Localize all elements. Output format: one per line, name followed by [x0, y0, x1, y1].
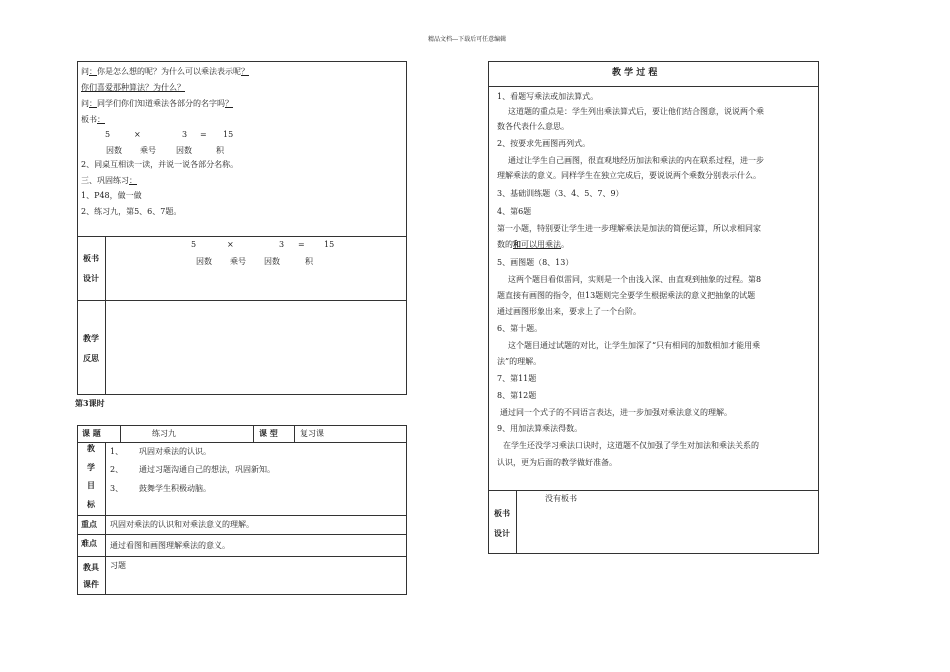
term-times: 乘号: [140, 146, 156, 155]
divider: [120, 425, 121, 442]
board-equation-product: 15: [324, 240, 335, 249]
question-2: 你们喜爱那种算法？为什么？: [81, 83, 185, 92]
board-term-times: 乘号: [230, 257, 246, 266]
equation-equals: =: [200, 130, 207, 139]
left-upper-table: [77, 61, 407, 395]
equation-factor-b: 3: [182, 130, 188, 139]
process-line: 认识，更为后面的教学做好准备。: [497, 458, 617, 467]
key-point-value: 巩固对乘法的认识和对乘法意义的理解。: [110, 520, 254, 529]
step-3: 三、巩固练习：: [81, 176, 137, 185]
process-line: 在学生还没学习乘法口诀时，这道题不仅加强了学生对加法和乘法关系的: [503, 441, 759, 450]
process-line: 3、基础训练题（3、4、5、7、9）: [497, 189, 624, 198]
process-line: 这道题的重点是：学生列出乘法算式后，要让他们结合图意，说说两个乘: [508, 107, 764, 116]
process-line: 通过画图形象出来，要求上了一个台阶。: [497, 307, 641, 316]
board-term-factor-a: 因数: [196, 257, 212, 266]
goal-1-num: 1、: [110, 447, 124, 456]
board-term-factor-b: 因数: [264, 257, 280, 266]
divider: [77, 515, 407, 516]
type-value: 复习课: [300, 429, 324, 438]
term-factor-b: 因数: [176, 146, 192, 155]
goal-1-text: 巩固对乘法的认识。: [139, 447, 211, 456]
question-1: 问：你是怎么想的呢？为什么可以乘法表示呢？: [81, 67, 249, 76]
board-label: 板书：: [81, 115, 105, 124]
process-line: 题直接有画图的指令，但13题则完全要学生根据乘法的意义把抽象的试题: [497, 291, 756, 300]
divider: [77, 534, 407, 535]
process-line: 8、第12题: [497, 391, 537, 400]
reflection-label: 教学 反思: [83, 333, 99, 363]
term-product: 积: [216, 146, 224, 155]
equation-product: 15: [223, 130, 234, 139]
header-note: 精品文档---下载后可任意编辑: [428, 36, 507, 43]
difficulty-value: 通过看图和画图理解乘法的意义。: [110, 541, 230, 550]
exercise-2: 2、练习九，第5、6、7题。: [81, 207, 182, 216]
divider: [105, 442, 106, 595]
divider: [253, 425, 254, 442]
tools-label: 教具 课件: [83, 562, 99, 589]
divider: [77, 556, 407, 557]
right-board-value: 没有板书: [545, 494, 577, 503]
goal-2-num: 2、: [110, 465, 124, 474]
divider: [294, 425, 295, 442]
exercise-1: 1、P48，做一做: [81, 191, 142, 200]
teaching-process-title: 教 学 过 程: [612, 68, 658, 78]
type-label: 课 型: [259, 428, 278, 438]
board-equation-times: ×: [227, 240, 234, 249]
key-point-label: 重点: [81, 519, 97, 529]
topic-value: 练习九: [152, 429, 176, 438]
goal-2-text: 通过习题沟通自己的想法，巩固新知。: [139, 465, 275, 474]
process-line: 通过让学生自己画图，很直观地经历加法和乘法的内在联系过程，进一步: [508, 156, 764, 165]
process-line: 数的和可以用乘法。: [497, 239, 569, 249]
divider: [488, 86, 819, 87]
process-line: 7、第11题: [497, 374, 537, 383]
divider: [77, 236, 407, 237]
lesson-3-title: 第3课时: [75, 398, 105, 408]
process-line: 数各代表什么意思。: [497, 122, 569, 131]
topic-label: 课 题: [82, 428, 101, 438]
goals-label: 教 学 目 标: [87, 443, 95, 509]
divider: [516, 490, 517, 554]
lesson-table: [77, 425, 407, 595]
process-line: 9、用加法算乘法得数。: [497, 424, 583, 433]
process-line: 这两个题目看似雷同，实则是一个由浅入深、由直观到抽象的过程。第8: [508, 275, 762, 284]
step-2: 2、同桌互相读一读，并说一说各部分名称。: [81, 160, 239, 169]
equation-times: ×: [134, 130, 141, 139]
goal-3-text: 鼓舞学生积极动脑。: [139, 484, 211, 493]
divider: [77, 300, 407, 301]
right-board-design-label: 板书 设计: [494, 508, 510, 538]
board-design-label: 板书 设计: [83, 253, 99, 283]
divider: [488, 490, 819, 491]
process-line: 4、第6题: [497, 207, 532, 216]
goal-3-num: 3、: [110, 484, 124, 493]
process-line: 通过同一个式子的不同语言表达，进一步加强对乘法意义的理解。: [500, 408, 732, 417]
board-equation-factor-b: 3: [279, 240, 285, 249]
equation-factor-a: 5: [105, 130, 111, 139]
process-line: 2、按要求先画图再列式。: [497, 139, 591, 148]
divider: [105, 236, 106, 395]
process-line: 理解乘法的意义。同样学生在独立完成后，要说说两个乘数分别表示什么。: [497, 171, 761, 180]
question-3: 问：同学们你们知道乘法各部分的名字吗？: [81, 99, 233, 108]
tools-value: 习题: [110, 561, 126, 570]
process-line: 1、看题写乘法或加法算式。: [497, 92, 599, 101]
process-line: 6、第十题。: [497, 324, 543, 333]
divider: [77, 442, 407, 443]
process-line: 这个题目通过试题的对比，让学生加深了“只有相同的加数相加才能用乘: [508, 341, 761, 350]
board-term-product: 积: [305, 257, 313, 266]
term-factor-a: 因数: [106, 146, 122, 155]
process-line: 5、画图题（8、13）: [497, 258, 574, 267]
process-line: 法”的理解。: [497, 357, 542, 366]
process-line: 第一小题，特别要让学生进一步理解乘法是加法的简便运算，所以求相同家: [497, 224, 761, 233]
difficulty-label: 难点: [81, 538, 97, 548]
board-equation-equals: =: [298, 240, 305, 249]
board-equation-factor-a: 5: [191, 240, 197, 249]
